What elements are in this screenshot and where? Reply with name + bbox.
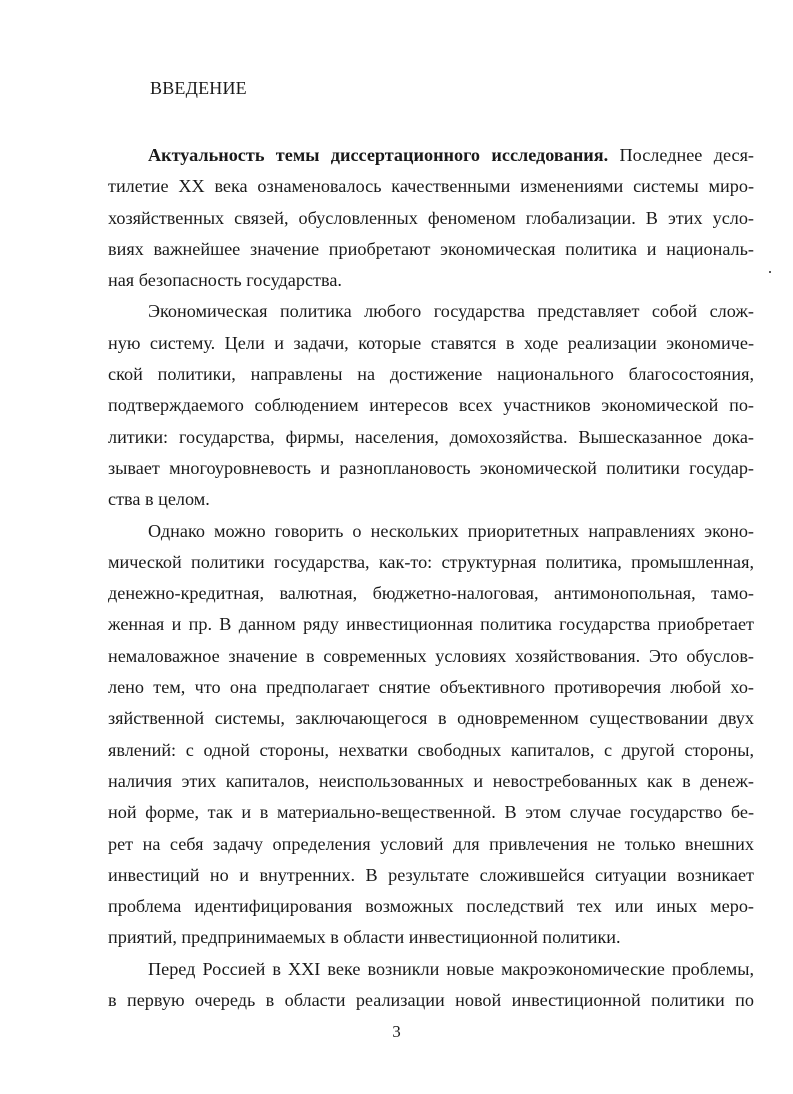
text-line: проблема идентифицирования возможных последствий тех или иных меро- <box>108 896 754 917</box>
text-line <box>108 140 754 171</box>
text-line: ная безопасность государства. <box>108 270 342 291</box>
text-line: явлений: с одной стороны, нехватки свободных капиталов, с другой стороны, <box>108 739 754 760</box>
text-line: мической политики государства, как-то: структурная политика, промышленная, <box>108 551 754 572</box>
text-line: литики: государства, фирмы, населения, домохозяйства. Вышесказанное дока- <box>108 426 754 447</box>
text-line: тилетие XX века ознаменовалось качественными изменениями системы миро- <box>108 176 754 197</box>
text-line: хозяйственных связей, обусловленных феноменом глобализации. В этих усло- <box>108 207 754 228</box>
text-line: приятий, предпринимаемых в области инвестиционной политики. <box>108 927 621 948</box>
text-line: женная и пр. В данном ряду инвестиционная политика государства приобретает <box>108 614 754 635</box>
text-line: Перед Россией в XXI веке возникли новые макроэкономические проблемы, <box>148 958 754 979</box>
text-line: ской политики, направлены на достижение национального благосостояния, <box>108 364 754 385</box>
text-line: подтверждаемого соблюдением интересов всех участников экономической по- <box>108 395 754 416</box>
text-line: зяйственной системы, заключающегося в одновременном существовании двух <box>108 708 754 729</box>
text-line: ства в целом. <box>108 489 210 510</box>
text-line: наличия этих капиталов, неиспользованных и невостребованных как в денеж- <box>108 770 754 791</box>
section-heading: ВВЕДЕНИЕ <box>150 78 247 98</box>
line-text: Последнее деся- <box>608 145 754 165</box>
text-line: рет на себя задачу определения условий для привлечения не только внешних <box>108 833 754 854</box>
text-line: виях важнейшее значение приобретают экономическая политика и националь- <box>108 238 754 259</box>
text-line: лено тем, что она предполагает снятие объективного противоречия любой хо- <box>108 677 754 698</box>
text-line: Экономическая политика любого государства представляет собой слож- <box>148 301 754 322</box>
page-number: 3 <box>392 1022 401 1041</box>
text-line: ной форме, так и в материально-вещественной. В этом случае государство бе- <box>108 802 754 823</box>
text-line: инвестиций но и внутренних. В результате сложившейся ситуации возникает <box>108 864 754 885</box>
text-line: зывает многоуровневость и разноплановость экономической политики государ- <box>108 457 754 478</box>
text-line: немаловажное значение в современных условиях хозяйствования. Это обуслов- <box>108 645 754 666</box>
text-line: ную систему. Цели и задачи, которые ставятся в ходе реализации экономиче- <box>108 332 754 353</box>
scan-speck <box>769 271 771 273</box>
text-line: денежно-кредитная, валютная, бюджетно-налоговая, антимонопольная, тамо- <box>108 583 754 604</box>
lead-bold-phrase: Актуальность темы диссертационного исследования. <box>148 145 609 165</box>
text-line: Однако можно говорить о нескольких приоритетных направлениях эконо- <box>148 520 754 541</box>
text-line: в первую очередь в области реализации новой инвестиционной политики по <box>108 990 754 1011</box>
document-body <box>108 140 754 1016</box>
